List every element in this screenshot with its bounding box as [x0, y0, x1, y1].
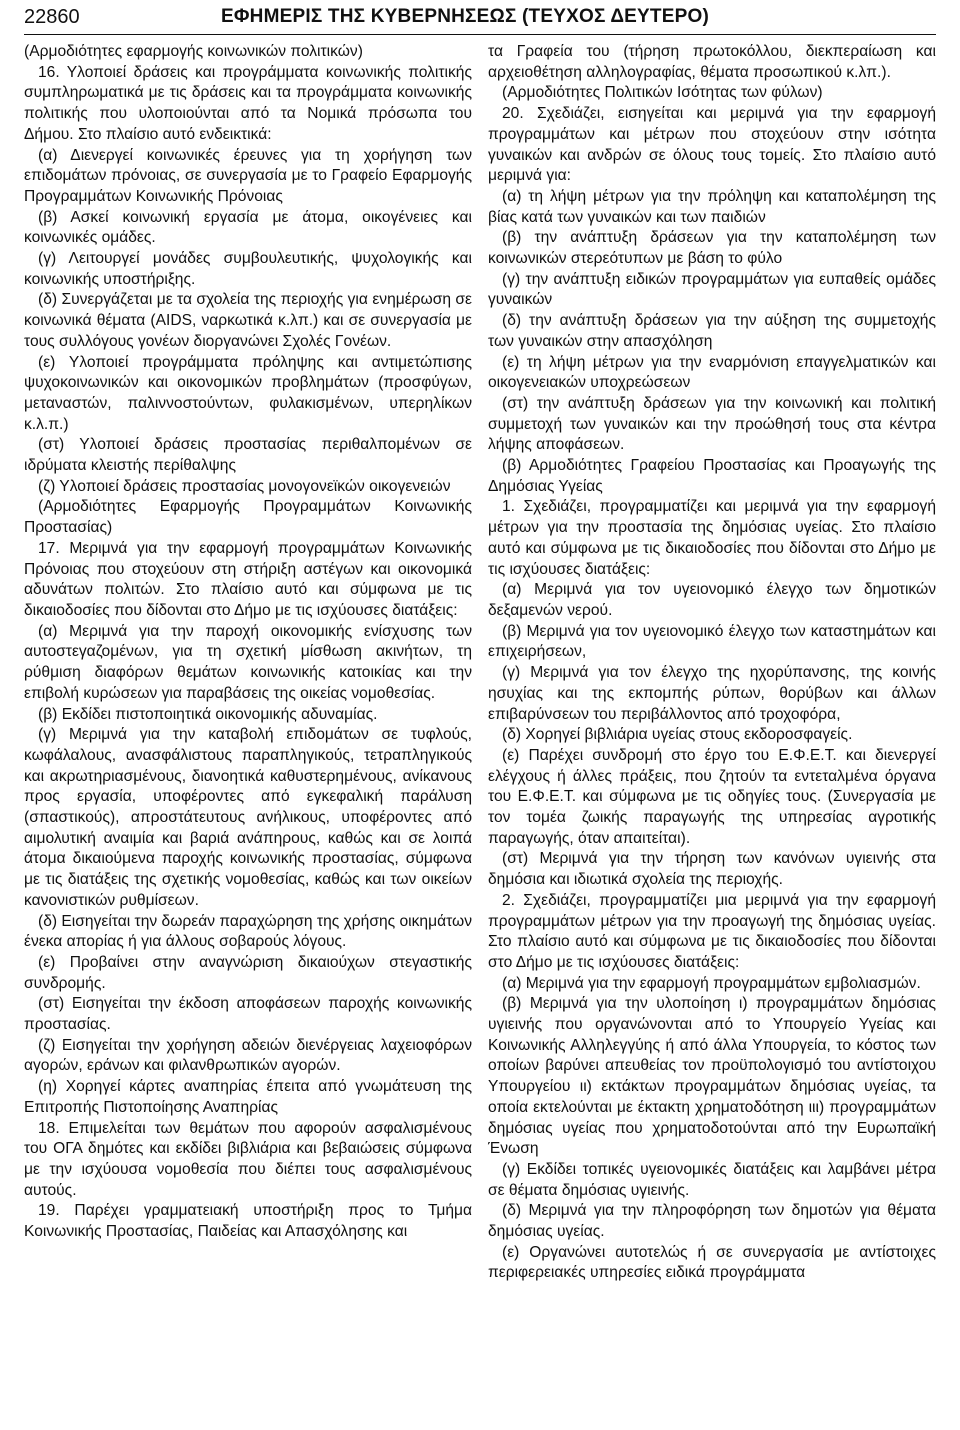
- paragraph: 20. Σχεδιάζει, εισηγείται και μεριμνά για την εφαρμογή προγραμμάτων και μέτρων που στοχεύουν στην ισότητα γυναικών και ανδρών σε όλους τους τομείς. Στο πλαίσιο αυτό μεριμνά για:: [488, 105, 936, 185]
- paragraph: (β) Μεριμνά για τον υγειονομικό έλεγχο των καταστημάτων και επιχειρήσεων,: [488, 622, 936, 661]
- paragraph: (β) την ανάπτυξη δράσεων για την καταπολέμηση των κοινωνικών στερεότυπων με βάση το φύλο: [488, 229, 936, 268]
- paragraph: (στ) την ανάπτυξη δράσεων για την κοινωνική και πολιτική συμμετοχή των γυναικών και την προώθησή τους στα κέντρα λήψης αποφάσεων.: [488, 394, 936, 454]
- right-column: [488, 42, 936, 1424]
- paragraph: (γ) Μεριμνά για τον έλεγχο της ηχορύπανσης, της κοινής ησυχίας και της εκπομπής ρύπων, θορύβων και άλλων επιβαρύνσεων του περιβάλλοντος από τροχοφόρα,: [488, 664, 936, 723]
- paragraph: (γ) Μεριμνά για την καταβολή επιδομάτων σε τυφλούς, κωφάλαλους, ανασφάλιστους παραπληγικούς, τετραπληγικούς και ακρωτηριασμένους, διανοητικά καθυστερημένους, ανίκανους προς εργασία, υποφέροντες από εγκεφαλική παράλυση (σπαστικούς), απροστάτευτους ανήλικους, υποφέροντες από αιμολυτική αναιμία και βαριά ανάπηρους, καθώς και σε λοιπά άτομα δικαιούμενα παροχής κοινωνικής προστασίας, σύμφωνα με τις διατάξεις της σχετικής νομοθεσίας, καθώς και των οικείων κανονιστικών ρυθμίσεων.: [24, 726, 472, 909]
- paragraph: 2. Σχεδιάζει, προγραμματίζει μια μεριμνά για την εφαρμογή προγραμμάτων μέτρων για την προαγωγή της δημόσιας υγείας. Στο πλαίσιο αυτό και σύμφωνα με τις δικαιοδοσίες που δίδονται στο Δήμο με τις ισχύουσες διατάξεις:: [488, 891, 936, 971]
- paragraph: (γ) την ανάπτυξη ειδικών προγραμμάτων για ευπαθείς ομάδες γυναικών: [488, 270, 936, 309]
- paragraph: 17. Μεριμνά για την εφαρμογή προγραμμάτων Κοινωνικής Πρόνοιας που στοχεύουν στη στήριξη αστέγων και οικονομικά αδυνάτων πολιτών. Στο πλαίσιο αυτό και σύμφωνα με τις δικαιοδοσίες που δίδονται στο Δήμο με τις ισχύουσες διατάξεις:: [24, 539, 472, 619]
- paragraph: (ζ) Υλοποιεί δράσεις προστασίας μονογονεϊκών οικογενειών: [38, 477, 451, 495]
- paragraph: (β) Ασκεί κοινωνική εργασία με άτομα, οικογένειες και κοινωνικές ομάδες.: [24, 208, 472, 247]
- paragraph: (β) Μεριμνά για την υλοποίηση ι) προγραμμάτων δημόσιας υγιεινής που οργανώνονται από το Υπουργείο Υγείας και Κοινωνικής Αλληλεγγύης ή από άλλα Υπουργεία, το κόστος των οποίων βαρύνει απευθείας τον προϋπολογισμό του αντίστοιχου Υπουργείου ιι) εκτάκτων προγραμμάτων δημόσιας υγείας, τα οποία εκτελούνται με έκτακτη χρηματοδότηση ιιι) προγραμμάτων δημόσιας υγείας που χρηματοδοτούνται από την Ευρωπαϊκή Ένωση: [488, 995, 936, 1158]
- paragraph: (Αρμοδιότητες Εφαρμογής Προγραμμάτων Κοινωνικής Προστασίας): [24, 498, 472, 537]
- paragraph: (ε) Παρέχει συνδρομή στο έργο του Ε.Φ.Ε.Τ. και διενεργεί ελέγχους ή άλλες πράξεις, που ζητούν τα εντεταλμένα όργανα του Ε.Φ.Ε.Τ. και σύμφωνα με τις οδηγίες τους. (Συνεργασία με τον τομέα ζωικής παραγωγής της υπηρεσίας αγροτικής παραγωγής, όταν απαιτείται).: [488, 746, 936, 847]
- paragraph: 1. Σχεδιάζει, προγραμματίζει και μεριμνά για την εφαρμογή μέτρων για την προστασία της δημόσιας υγείας. Στο πλαίσιο αυτό και σύμφωνα με τις δικαιοδοσίες που δίδονται στο Δήμο με τις ισχύουσες διατάξεις:: [488, 498, 936, 578]
- left-column: [24, 42, 472, 1424]
- paragraph: (α) τη λήψη μέτρων για την πρόληψη και καταπολέμηση της βίας κατά των γυναικών και των παιδιών: [488, 187, 936, 226]
- paragraph: (δ) Συνεργάζεται με τα σχολεία της περιοχής για ενημέρωση σε κοινωνικά θέματα (AIDS, ναρκωτικά κ.λπ.) και σε συνεργασία με τους συλλόγους γονέων διοργανώνει Σχολές Γονέων.: [24, 291, 472, 350]
- paragraph: (γ) Εκδίδει τοπικές υγειονομικές διατάξεις και λαμβάνει μέτρα σε θέματα δημόσιας υγιεινής.: [488, 1160, 936, 1199]
- gazette-title: ΕΦΗΜΕΡΙΣ ΤΗΣ ΚΥΒΕΡΝΗΣΕΩΣ (ΤΕΥΧΟΣ ΔΕΥΤΕΡΟ): [221, 6, 709, 27]
- paragraph: (δ) Μεριμνά για την πληροφόρηση των δημοτών για θέματα δημόσιας υγείας.: [488, 1202, 936, 1241]
- paragraph: (δ) Εισηγείται την δωρεάν παραχώρηση της χρήσης οικημάτων ένεκα απορίας ή για άλλους σοβαρούς λόγους.: [24, 912, 472, 951]
- paragraph: (δ) Χορηγεί βιβλιάρια υγείας στους εκδοροσφαγείς.: [502, 726, 853, 744]
- paragraph: 18. Επιμελείται των θεμάτων που αφορούν ασφαλισμένους του ΟΓΑ δημότες και εκδίδει βιβλιάρια και βεβαιώσεις σύμφωνα με την ισχύουσα νομοθεσία που διέπει τους ασφαλισμένους αυτούς.: [24, 1119, 472, 1199]
- paragraph: (Αρμοδιότητες Πολιτικών Ισότητας των φύλων): [502, 84, 823, 102]
- paragraph: (στ) Μεριμνά για την τήρηση των κανόνων υγιεινής στα δημόσια και ιδιωτικά σχολεία της περιοχής.: [488, 850, 936, 889]
- paragraph: (Αρμοδιότητες εφαρμογής κοινωνικών πολιτικών): [24, 43, 363, 60]
- paragraph: (β) Αρμοδιότητες Γραφείου Προστασίας και Προαγωγής της Δημόσιας Υγείας: [488, 457, 936, 495]
- text-columns: [24, 42, 936, 1424]
- paragraph: (δ) την ανάπτυξη δράσεων για την αύξηση της συμμετοχής των γυναικών στην απασχόληση: [488, 312, 936, 350]
- paragraph: 19. Παρέχει γραμματειακή υποστήριξη προς το Τμήμα Κοινωνικής Προστασίας, Παιδείας και Απασχόλησης και: [24, 1202, 472, 1241]
- paragraph: (ε) τη λήψη μέτρων για την εναρμόνιση επαγγελματικών και οικογενειακών υποχρεώσεων: [488, 353, 936, 392]
- paragraph: (ε) Υλοποιεί προγράμματα πρόληψης και αντιμετώπισης ψυχοκοινωνικών και οικονομικών προβλημάτων (προσφύγων, μεταναστών, παλιννοστούντων, φυλακισμένων, υπερηλίκων κ.λ.π.): [24, 353, 472, 433]
- paragraph: (α) Μεριμνά για την εφαρμογή προγραμμάτων εμβολιασμών.: [502, 974, 921, 992]
- paragraph: τα Γραφεία του (τήρηση πρωτοκόλλου, διεκπεραίωση και αρχειοθέτηση αλληλογραφίας, θέματα προσωπικού κ.λπ.).: [488, 43, 936, 81]
- paragraph: (α) Μεριμνά για την παροχή οικονομικής ενίσχυσης των αυτοστεγαζομένων, για τη σχετική μίσθωση ακινήτων, τη ρύθμιση διαφόρων θεμάτων κοινωνικής κατοικίας και την επιβολή κυρώσεων για παραβάσεις της οικείας νομοθεσίας.: [24, 622, 472, 702]
- paragraph: (ζ) Εισηγείται την χορήγηση αδειών διενέργειας λαχειοφόρων αγορών, εράνων και φιλανθρωπικών αγορών.: [24, 1036, 472, 1075]
- paragraph: (στ) Εισηγείται την έκδοση αποφάσεων παροχής κοινωνικής προστασίας.: [24, 995, 472, 1034]
- page-header: [24, 2, 936, 32]
- paragraph: (στ) Υλοποιεί δράσεις προστασίας περιθαλπομένων σε ιδρύματα κλειστής περίθαλψης: [24, 436, 472, 475]
- paragraph: (α) Διενεργεί κοινωνικές έρευνες για τη χορήγηση των επιδομάτων πρόνοιας, σε συνεργασία με το Γραφείο Εφαρμογής Προγραμμάτων Κοινωνικής Πρόνοιας: [24, 146, 472, 205]
- page-number: 22860: [24, 5, 80, 28]
- paragraph: (γ) Λειτουργεί μονάδες συμβουλευτικής, ψυχολογικής και κοινωνικής υποστήριξης.: [24, 250, 472, 288]
- paragraph: (η) Χορηγεί κάρτες αναπηρίας έπειτα από γνωμάτευση της Επιτροπής Πιστοποίησης Αναπηρίας: [24, 1078, 472, 1116]
- header-rule: [24, 34, 936, 35]
- paragraph: (β) Εκδίδει πιστοποιητικά οικονομικής αδυναμίας.: [38, 705, 378, 723]
- paragraph: (α) Μεριμνά για τον υγειονομικό έλεγχο των δημοτικών δεξαμενών νερού.: [488, 581, 936, 619]
- paragraph: (ε) Προβαίνει στην αναγνώριση δικαιούχων στεγαστικής συνδρομής.: [24, 953, 472, 992]
- paragraph: 16. Υλοποιεί δράσεις και προγράμματα κοινωνικής πολιτικής συμπληρωματικά με τις δράσεις και τα προγράμματα κοινωνικής πολιτικής που υλοποιούνται από τα Νομικά πρόσωπα του Δήμου. Στο πλαίσιο αυτό ενδεικτικά:: [24, 63, 472, 143]
- paragraph: (ε) Οργανώνει αυτοτελώς ή σε συνεργασία με αντίστοιχες περιφερειακές υπηρεσίες ειδικά προγράμματα: [488, 1243, 936, 1282]
